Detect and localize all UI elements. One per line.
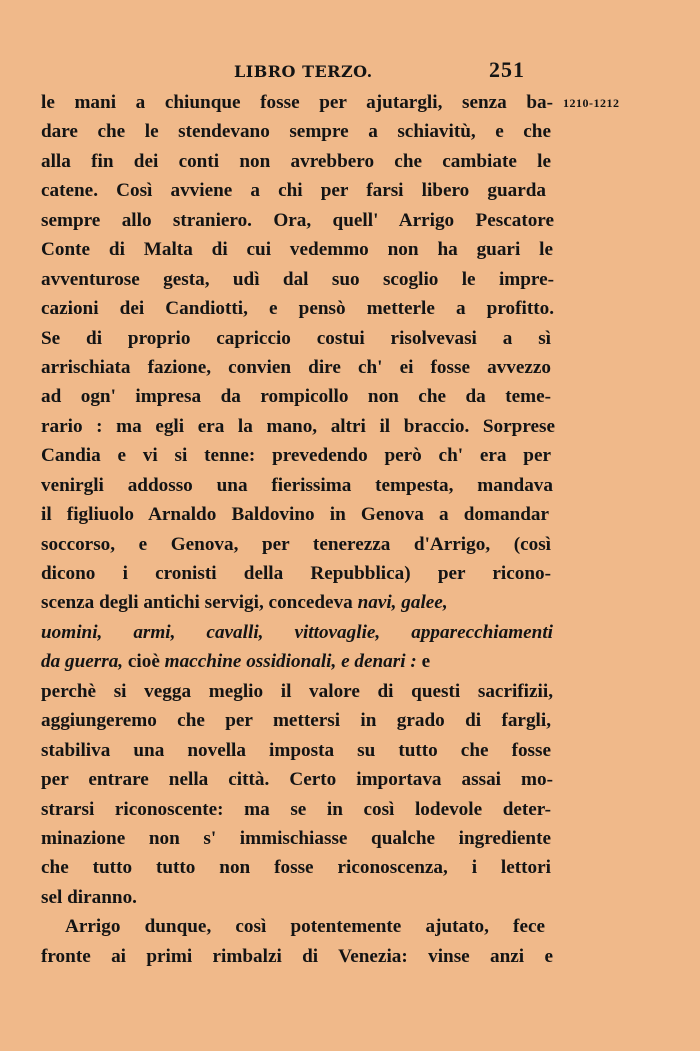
italic-phrase: navi, galee, <box>357 592 448 614</box>
text-line: soccorso, e Genova, per tenerezza d'Arrigo, (così <box>41 533 551 555</box>
text-line: il figliuolo Arnaldo Baldovino in Genova a domandar <box>41 504 549 526</box>
italic-line: uomini, armi, cavalli, vittovaglie, apparecchiamenti <box>41 621 553 643</box>
text-line: minazione non s' immischiasse qualche ingrediente <box>41 827 551 849</box>
text-line: cazioni dei Candiotti, e pensò metterle a profitto. <box>41 298 554 320</box>
italic-phrase: macchine ossidionali, e denari : <box>164 651 417 673</box>
text-span: cioè <box>123 651 165 673</box>
text-line: alla fin dei conti non avrebbero che cambiate le <box>41 150 551 172</box>
margin-date-note: 1210-1212 <box>563 96 620 110</box>
text-line: perchè si vegga meglio il valore di questi sacrifizii, <box>41 680 553 702</box>
body-text <box>41 88 653 971</box>
text-line: sel diranno. <box>41 886 137 908</box>
text-line: ad ogn' impresa da rompicollo non che da teme- <box>41 386 551 408</box>
text-line: stabiliva una novella imposta su tutto che fosse <box>41 739 551 761</box>
text-line: aggiungeremo che per mettersi in grado di fargli, <box>41 710 551 732</box>
text-line: venirgli addosso una fierissima tempesta, mandava <box>41 474 553 496</box>
text-span: scenza degli antichi servigi, concedeva <box>41 592 353 614</box>
text-line: per entrare nella città. Certo importava assai mo- <box>41 769 553 791</box>
text-line: Se di proprio capriccio costui risolvevasi a sì <box>41 327 551 349</box>
page-number: 251 <box>489 57 525 82</box>
text-line: fronte ai primi rimbalzi di Venezia: vinse anzi e <box>41 945 553 967</box>
text-line: che tutto tutto non fosse riconoscenza, i lettori <box>41 857 551 879</box>
text-line: dicono i cronisti della Repubblica) per ricono- <box>41 563 551 584</box>
text-line: le mani a chiunque fosse per ajutargli, senza ba- <box>41 92 553 113</box>
text-line: sempre allo straniero. Ora, quell' Arrigo Pescatore <box>41 209 554 231</box>
italic-phrase: da guerra, <box>41 651 124 673</box>
text-line <box>41 647 553 676</box>
text-span: e <box>416 651 431 673</box>
text-line: avventurose gesta, udì dal suo scoglio le impre- <box>41 268 554 290</box>
text-line: Conte di Malta di cui vedemmo non ha guari le <box>41 239 553 261</box>
text-line: rario : ma egli era la mano, altri il braccio. Sorprese <box>41 415 555 437</box>
text-line: strarsi riconoscente: ma se in così lodevole deter- <box>41 798 551 820</box>
page-header <box>0 58 700 88</box>
text-line: Arrigo dunque, così potentemente ajutato, fece <box>65 916 545 938</box>
text-line: Candia e vi si tenne: prevedendo però ch' era per <box>41 445 551 467</box>
running-title: LIBRO TERZO. <box>234 62 373 81</box>
text-line: catene. Così avviene a chi per farsi libero guarda <box>41 180 546 202</box>
text-line: arrischiata fazione, convien dire ch' ei fosse avvezzo <box>41 356 551 378</box>
text-line: dare che le stendevano sempre a schiavitù, e che <box>41 121 551 143</box>
text-line <box>41 588 553 617</box>
